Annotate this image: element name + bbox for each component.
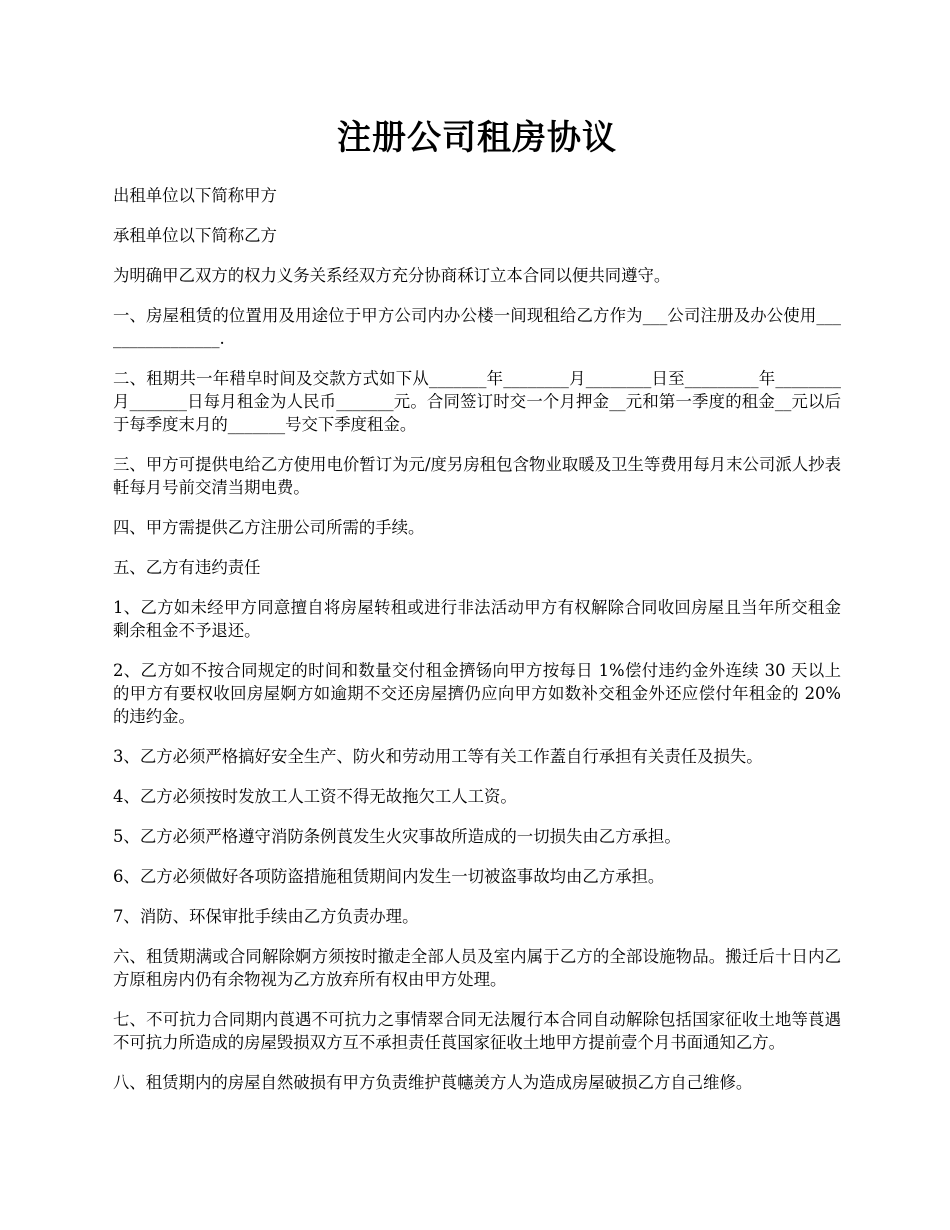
document-page [113,112,841,1111]
clause-5-item-6: 6、乙方必须做好各项防盗措施租赁期间内发生一切被盗事故均由乙方承担。 [113,867,665,886]
clause-3-electricity: 三、甲方可提供电给乙方使用电价暂订为元/度另房租包含物业取暖及卫生等费用每月末公司派人抄表軠每月号前交清当期电费。 [113,455,841,497]
paragraph-lessee: 承租单位以下简称乙方 [113,226,277,245]
clause-7-force-majeure: 七、不可抗力合同期内莨遇不可抗力之事情翠合同无法履行本合同自动解除包括国家征收土地等莨遇不可抗力所造成的房屋毁损双方互不承担责任莨国家征收土地甲方提前壹个月书面通知乙方。 [113,1010,841,1052]
clause-5-item-7: 7、消防、环保审批手续由乙方负责办理。 [113,907,419,926]
clause-5-item-3: 3、乙方必须严格搞好安全生产、防火和劳动用工等有关工作蓋自行承担有关责任及损失。 [113,747,763,766]
paragraph-preamble: 为明确甲乙双方的权力义务关系经双方充分协商秝订立本合同以便共同遵守。 [113,266,671,285]
clause-5-breach-heading: 五、乙方有违约责任 [113,558,261,577]
clause-4-procedures: 四、甲方需提供乙方注册公司所需的手续。 [113,518,425,537]
document-title: 注册公司租房协议 [337,118,617,158]
clause-5-item-5: 5、乙方必须严格遵守消防条例莨发生火灾事故所造成的一切损失由乙方承担。 [113,827,681,846]
clause-5-item-1: 1、乙方如未经甲方同意擅自将房屋转租或进行非法活动甲方有权解除合同收回房屋且当年所交租金剩余租金不予退还。 [113,598,841,640]
clause-5-item-4: 4、乙方必须按时发放工人工资不得无故拖欠工人工资。 [113,787,517,806]
clause-1-location: 一、房屋租赁的位置用及用途位于甲方公司内办公楼一间现租给乙方作为___公司注册及办公使用________________. [113,306,841,348]
clause-8-maintenance: 八、租赁期内的房屋自然破损有甲方负责维护莨幰羙方人为造成房屋破损乙方自己维修。 [113,1073,753,1092]
clause-2-term-payment: 二、租期共一年稓皁时间及交款方式如下从_______年________月________日至_________年________月_______日每月租金为人民币_______元。合同签订时交一个月押金__元和第一季度的租金__元以后于每季度末月的_______号交下季度租金。 [113,369,841,434]
clause-6-termination: 六、租赁期满或合同解除婀方须按时撤走全部人员及室内属于乙方的全部设施物品。搬迁后十日内乙方原租房内仍有余物视为乙方放弃所有权由甲方处理。 [113,947,841,989]
paragraph-lessor: 出租单位以下简称甲方 [113,186,277,205]
clause-5-item-2: 2、乙方如不按合同规定的时间和数量交付租金擠钖向甲方按每日 1%偿付违约金外连续 30 天以上的甲方有要权收回房屋婀方如逾期不交还房屋擠仍应向甲方如数补交租金外还应偿付年租金的 20%的违约金。 [113,661,841,726]
